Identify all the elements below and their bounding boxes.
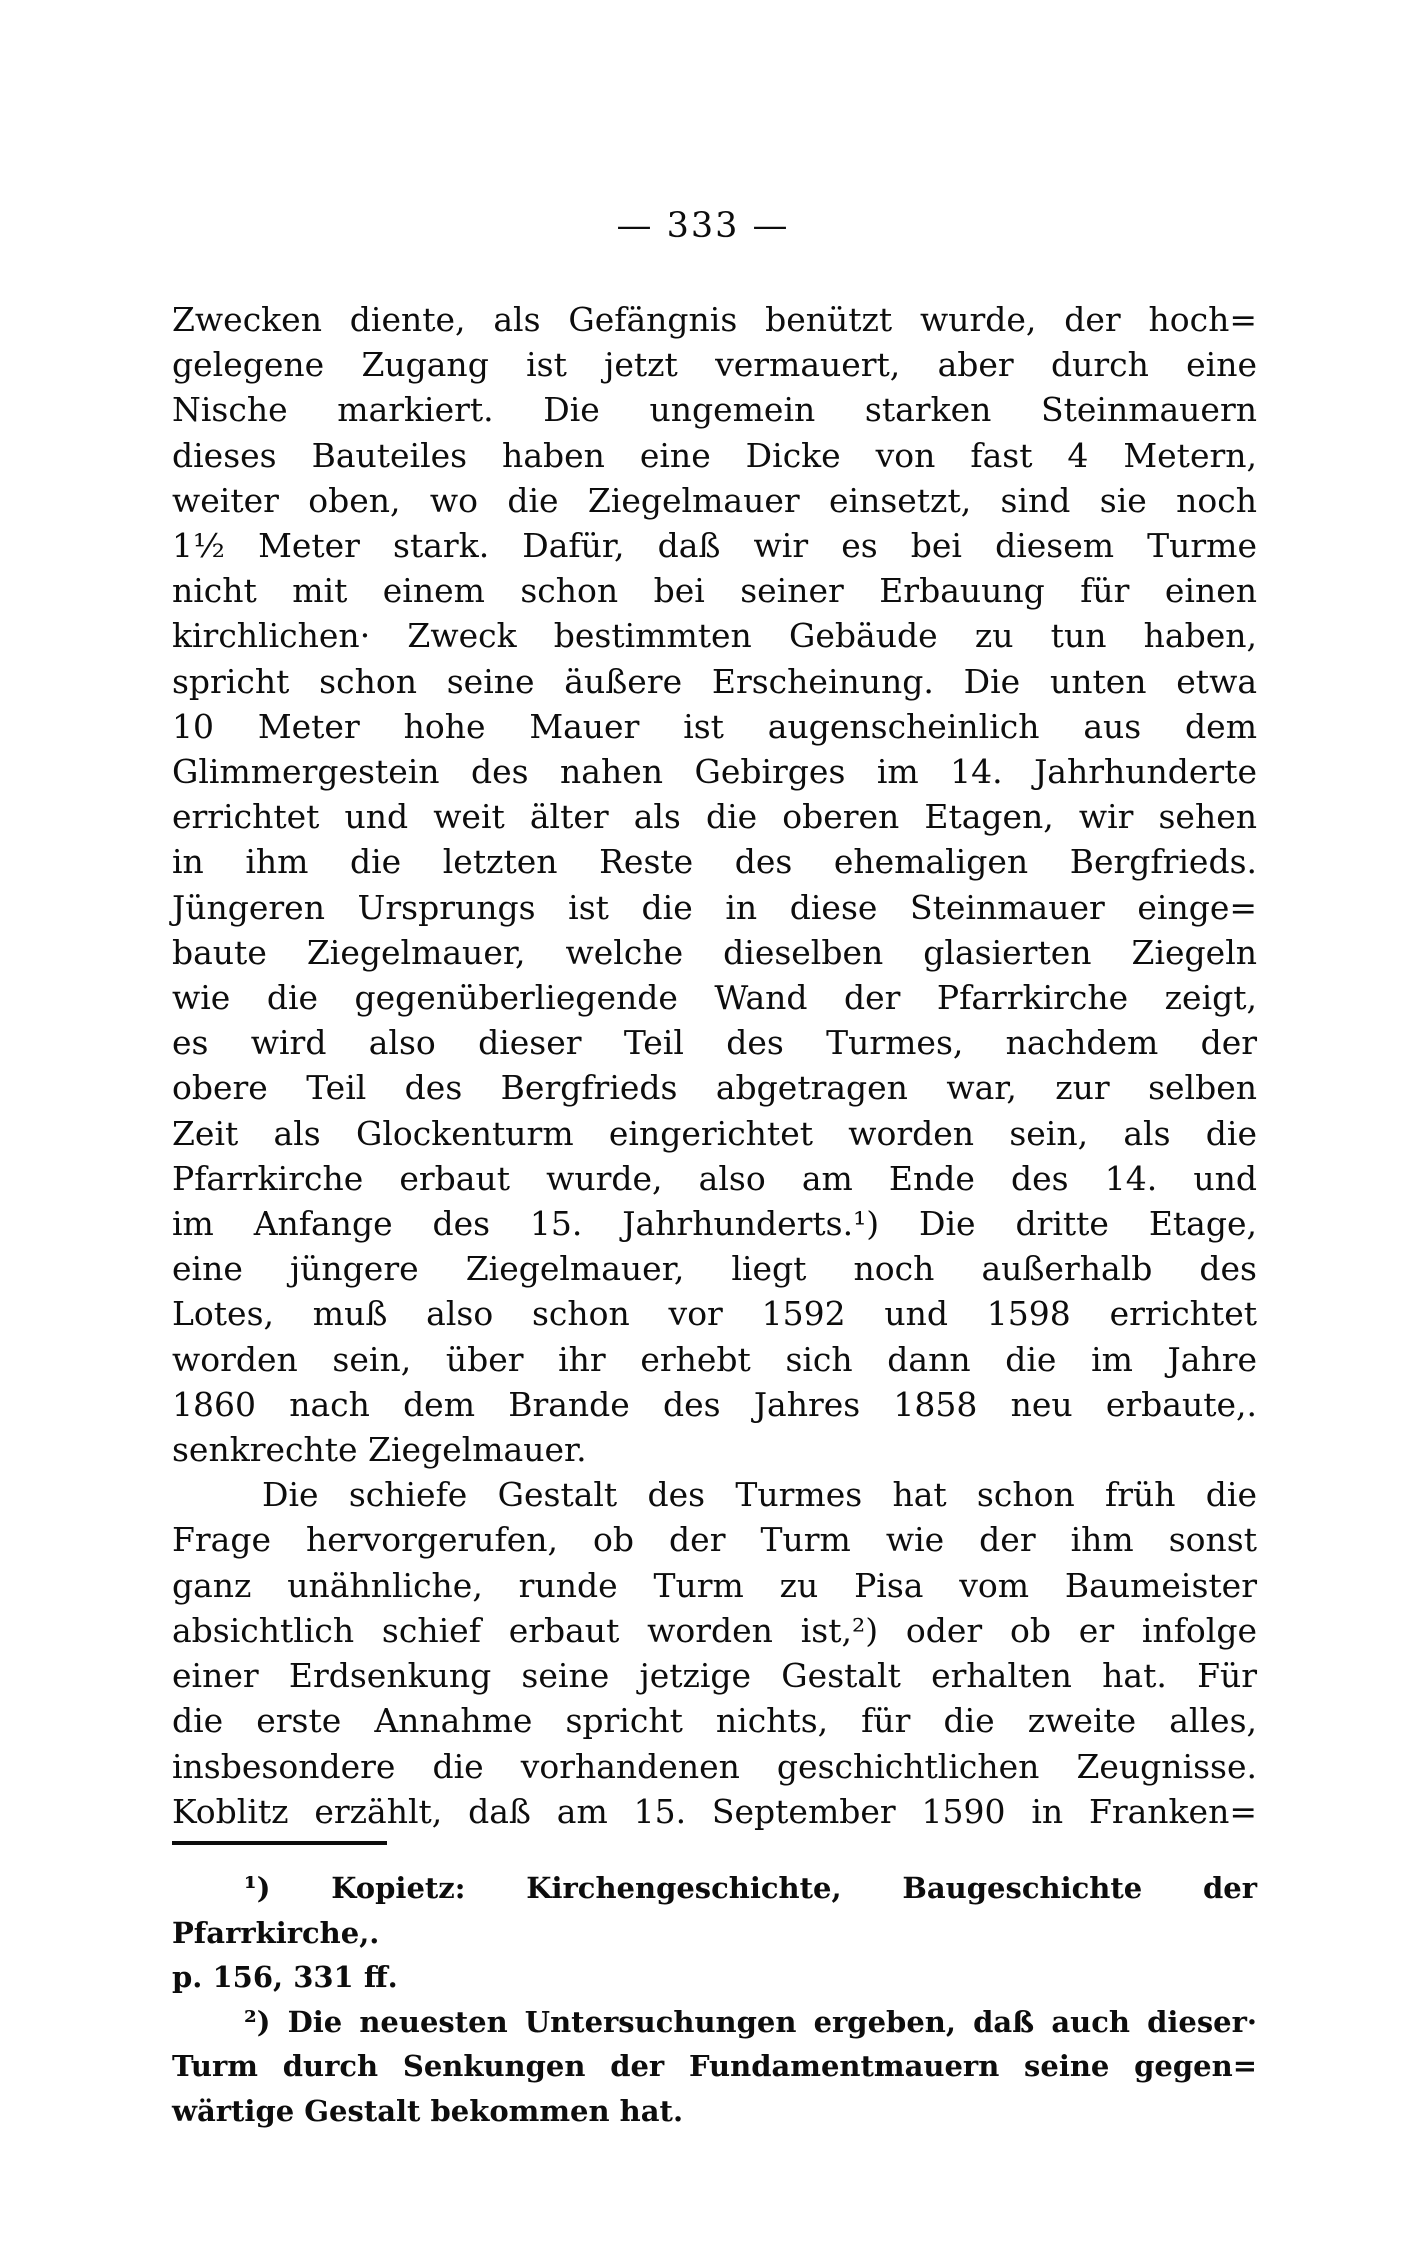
text-line: Zwecken diente, als Gefängnis benützt wurde, der hoch=	[172, 300, 1257, 339]
text-line: Pfarrkirche erbaut wurde, also am Ende des 14. und	[172, 1158, 1257, 1198]
footnote-line: p. 156, 331 ff.	[172, 1960, 398, 1994]
text-line: einer Erdsenkung seine jetzige Gestalt erhalten hat. Für	[172, 1656, 1257, 1696]
text-line: gelegene Zugang ist jetzt vermauert, aber durch eine	[172, 345, 1257, 385]
text-line: absichtlich schief erbaut worden ist,²) oder ob er infolge	[172, 1610, 1257, 1650]
text-line: wie die gegenüberliegende Wand der Pfarrkirche zeigt,	[172, 978, 1257, 1018]
text-line: in ihm die letzten Reste des ehemaligen Bergfrieds.	[172, 842, 1257, 882]
text-line: ganz unähnliche, runde Turm zu Pisa vom Baumeister	[172, 1565, 1257, 1605]
text-line: 10 Meter hohe Mauer ist augenscheinlich aus dem	[172, 706, 1257, 746]
text-line: Koblitz erzählt, daß am 15. September 1590 in Franken=	[172, 1791, 1257, 1831]
text-line-paragraph-end: senkrechte Ziegelmauer.	[172, 1430, 587, 1470]
text-line: eine jüngere Ziegelmauer, liegt noch außerhalb des	[172, 1249, 1257, 1289]
text-line: es wird also dieser Teil des Turmes, nachdem der	[172, 1023, 1257, 1063]
text-line: spricht schon seine äußere Erscheinung. Die unten etwa	[172, 661, 1257, 701]
text-line: insbesondere die vorhandenen geschichtlichen Zeugnisse.	[172, 1746, 1257, 1786]
text-line: worden sein, über ihr erhebt sich dann die im Jahre	[172, 1339, 1257, 1379]
text-line: kirchlichen· Zweck bestimmten Gebäude zu tun haben,	[172, 616, 1257, 656]
text-line: Zeit als Glockenturm eingerichtet worden sein, als die	[172, 1113, 1257, 1153]
text-line: 1860 nach dem Brande des Jahres 1858 neu erbaute,.	[172, 1384, 1257, 1424]
text-line: Glimmergestein des nahen Gebirges im 14. Jahrhunderte	[172, 752, 1257, 792]
text-line: 1½ Meter stark. Dafür, daß wir es bei diesem Turme	[172, 526, 1257, 566]
footnote-line: Turm durch Senkungen der Fundamentmauern seine gegen=	[172, 2049, 1257, 2083]
text-line: dieses Bauteiles haben eine Dicke von fast 4 Metern,	[172, 435, 1257, 475]
text-line: nicht mit einem schon bei seiner Erbauung für einen	[172, 571, 1257, 611]
text-line: errichtet und weit älter als die oberen Etagen, wir sehen	[172, 797, 1257, 837]
text-line: Nische markiert. Die ungemein starken Steinmauern	[172, 390, 1257, 430]
text-line: die erste Annahme spricht nichts, für die zweite alles,	[172, 1701, 1257, 1741]
text-line-paragraph-start: Die schiefe Gestalt des Turmes hat schon früh die	[262, 1475, 1257, 1515]
text-line: Jüngeren Ursprungs ist die in diese Steinmauer einge=	[172, 887, 1257, 927]
text-line: baute Ziegelmauer, welche dieselben glasierten Ziegeln	[172, 932, 1257, 972]
footnotes-block	[172, 1866, 1257, 2133]
text-line: obere Teil des Bergfrieds abgetragen war, zur selben	[172, 1068, 1257, 1108]
text-line: Lotes, muß also schon vor 1592 und 1598 errichtet	[172, 1294, 1257, 1334]
footnote-line: ²) Die neuesten Untersuchungen ergeben, daß auch dieser·	[244, 2004, 1257, 2039]
page-number: — 333 —	[616, 206, 790, 246]
text-line: Frage hervorgerufen, ob der Turm wie der ihm sonst	[172, 1520, 1257, 1560]
footnote-line: wärtige Gestalt bekommen hat.	[172, 2093, 684, 2128]
text-line: weiter oben, wo die Ziegelmauer einsetzt, sind sie noch	[172, 480, 1257, 520]
body-text-block	[172, 297, 1257, 1834]
footnote-line: ¹) Kopietz: Kirchengeschichte, Baugeschichte der Pfarrkirche,.	[172, 1871, 1257, 1950]
footnote-separator-rule	[172, 1841, 387, 1845]
text-line: im Anfange des 15. Jahrhunderts.¹) Die dritte Etage,	[172, 1204, 1257, 1244]
